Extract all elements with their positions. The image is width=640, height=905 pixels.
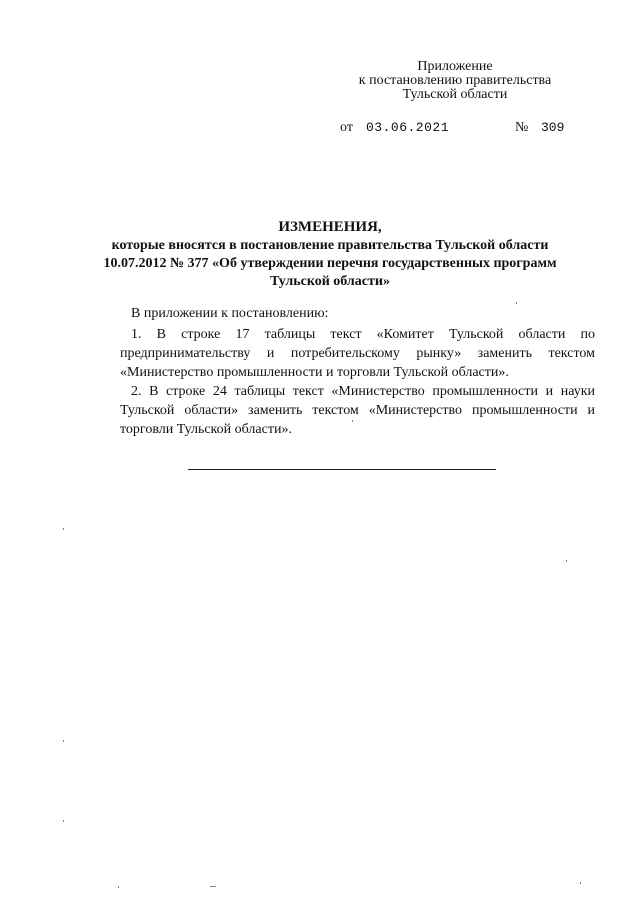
title-main: ИЗМЕНЕНИЯ, xyxy=(278,219,382,235)
document-title xyxy=(80,218,580,291)
scan-speck xyxy=(566,560,567,562)
scan-speck xyxy=(63,528,64,530)
date-prefix: от xyxy=(340,120,353,135)
title-line-4: Тульской области» xyxy=(270,274,390,289)
scan-speck xyxy=(580,882,581,884)
appendix-line-3: Тульской области xyxy=(402,87,508,102)
scan-speck xyxy=(63,820,64,822)
body-item-2: 2. В строке 24 таблицы текст «Министерство промышленности и науки Тульской области» заменить текстом «Министерство промышленности и торговли Тульской области». xyxy=(120,384,595,437)
appendix-line-2: к постановлению правительства xyxy=(358,73,552,88)
document-body xyxy=(120,304,595,439)
scan-speck xyxy=(516,302,517,304)
document-date: 03.06.2021 xyxy=(366,120,450,135)
closing-rule xyxy=(188,469,496,470)
appendix-line-1: Приложение xyxy=(417,59,493,74)
scan-speck xyxy=(63,740,64,742)
date-number-line xyxy=(0,120,640,138)
appendix-header xyxy=(340,60,570,102)
title-line-3: 10.07.2012 № 377 «Об утверждении перечня государственных программ xyxy=(103,256,557,271)
scan-speck xyxy=(352,420,353,422)
scan-speck xyxy=(118,886,119,888)
body-item-1: 1. В строке 17 таблицы текст «Комитет Тульской области по предпринимательству и потребительскому рынку» заменить текстом «Министерство промышленности и торговли Тульской области». xyxy=(120,327,595,380)
title-line-2: которые вносятся в постановление правительства Тульской области xyxy=(111,238,549,253)
scan-speck xyxy=(210,886,216,887)
document-number: 309 xyxy=(541,120,565,135)
number-sign: № xyxy=(515,120,529,135)
body-intro: В приложении к постановлению: xyxy=(131,306,329,321)
